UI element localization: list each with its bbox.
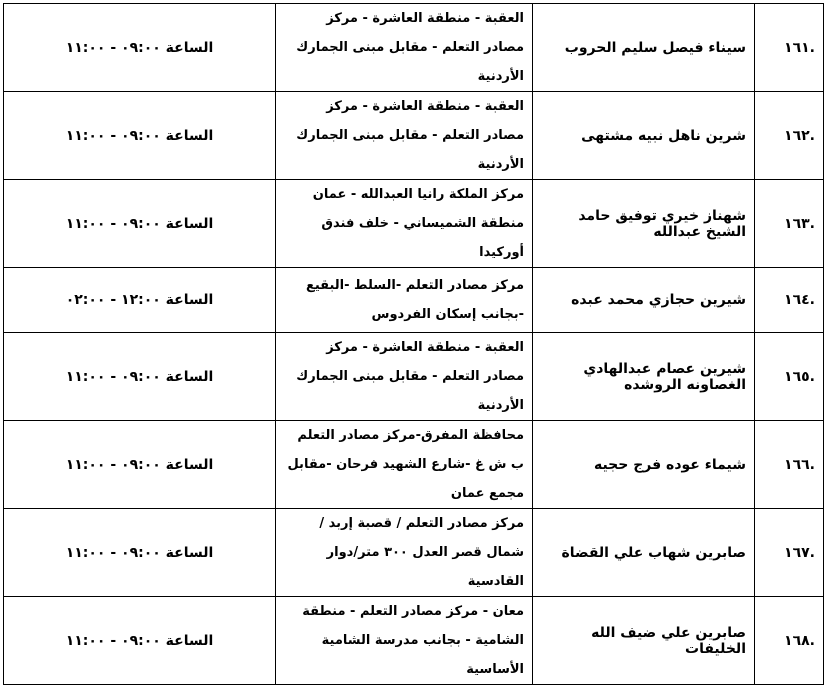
- exam-location: العقبة - منطقة العاشرة - مركز مصادر التعلم - مقابل مبنى الجمارك الأردنية: [276, 92, 533, 180]
- row-number: .١٦٧: [755, 509, 824, 597]
- exam-location: مركز مصادر التعلم / قصبة إربد / شمال قصر العدل ٣٠٠ متر/دوار القادسية: [276, 509, 533, 597]
- schedule-table: [3, 3, 824, 685]
- exam-time: الساعة ٠٩:٠٠ - ١١:٠٠: [4, 421, 276, 509]
- schedule-body: [4, 4, 824, 685]
- row-number: .١٦٨: [755, 597, 824, 685]
- row-number: .١٦١: [755, 4, 824, 92]
- table-row: [4, 4, 824, 92]
- candidate-name: شرين ناهل نبيه مشتهى: [533, 92, 755, 180]
- table-row: [4, 333, 824, 421]
- row-number: .١٦٥: [755, 333, 824, 421]
- table-row: [4, 268, 824, 333]
- exam-location: مركز الملكة رانيا العبدالله - عمان منطقة الشميساني - خلف فندق أوركيدا: [276, 180, 533, 268]
- row-number: .١٦٢: [755, 92, 824, 180]
- exam-time: الساعة ٠٩:٠٠ - ١١:٠٠: [4, 333, 276, 421]
- candidate-name: شيماء عوده فرج حجيه: [533, 421, 755, 509]
- candidate-name: صابرين علي ضيف الله الخليفات: [533, 597, 755, 685]
- exam-time: الساعة ١٢:٠٠ - ٠٢:٠٠: [4, 268, 276, 333]
- candidate-name: سيناء فيصل سليم الحروب: [533, 4, 755, 92]
- exam-location: مركز مصادر التعلم -السلط -البقيع -بجانب إسكان الفردوس: [276, 268, 533, 333]
- candidate-name: شهناز خيري توفيق حامد الشيخ عبدالله: [533, 180, 755, 268]
- exam-time: الساعة ٠٩:٠٠ - ١١:٠٠: [4, 180, 276, 268]
- exam-time: الساعة ٠٩:٠٠ - ١١:٠٠: [4, 597, 276, 685]
- exam-time: الساعة ٠٩:٠٠ - ١١:٠٠: [4, 92, 276, 180]
- candidate-name: صابرين شهاب علي القضاة: [533, 509, 755, 597]
- candidate-name: شيرين عصام عبدالهادي الغصاونه الروشده: [533, 333, 755, 421]
- row-number: .١٦٣: [755, 180, 824, 268]
- exam-time: الساعة ٠٩:٠٠ - ١١:٠٠: [4, 509, 276, 597]
- exam-location: معان - مركز مصادر التعلم - منطقة الشامية - بجانب مدرسة الشامية الأساسية: [276, 597, 533, 685]
- row-number: .١٦٦: [755, 421, 824, 509]
- table-row: [4, 180, 824, 268]
- table-row: [4, 597, 824, 685]
- exam-location: العقبة - منطقة العاشرة - مركز مصادر التعلم - مقابل مبنى الجمارك الأردنية: [276, 333, 533, 421]
- table-row: [4, 509, 824, 597]
- exam-location: العقبة - منطقة العاشرة - مركز مصادر التعلم - مقابل مبنى الجمارك الأردنية: [276, 4, 533, 92]
- exam-time: الساعة ٠٩:٠٠ - ١١:٠٠: [4, 4, 276, 92]
- table-row: [4, 92, 824, 180]
- table-row: [4, 421, 824, 509]
- exam-location: محافظة المفرق-مركز مصادر التعلم ب ش غ -شارع الشهيد فرحان -مقابل مجمع عمان: [276, 421, 533, 509]
- candidate-name: شيرين حجازي محمد عبده: [533, 268, 755, 333]
- row-number: .١٦٤: [755, 268, 824, 333]
